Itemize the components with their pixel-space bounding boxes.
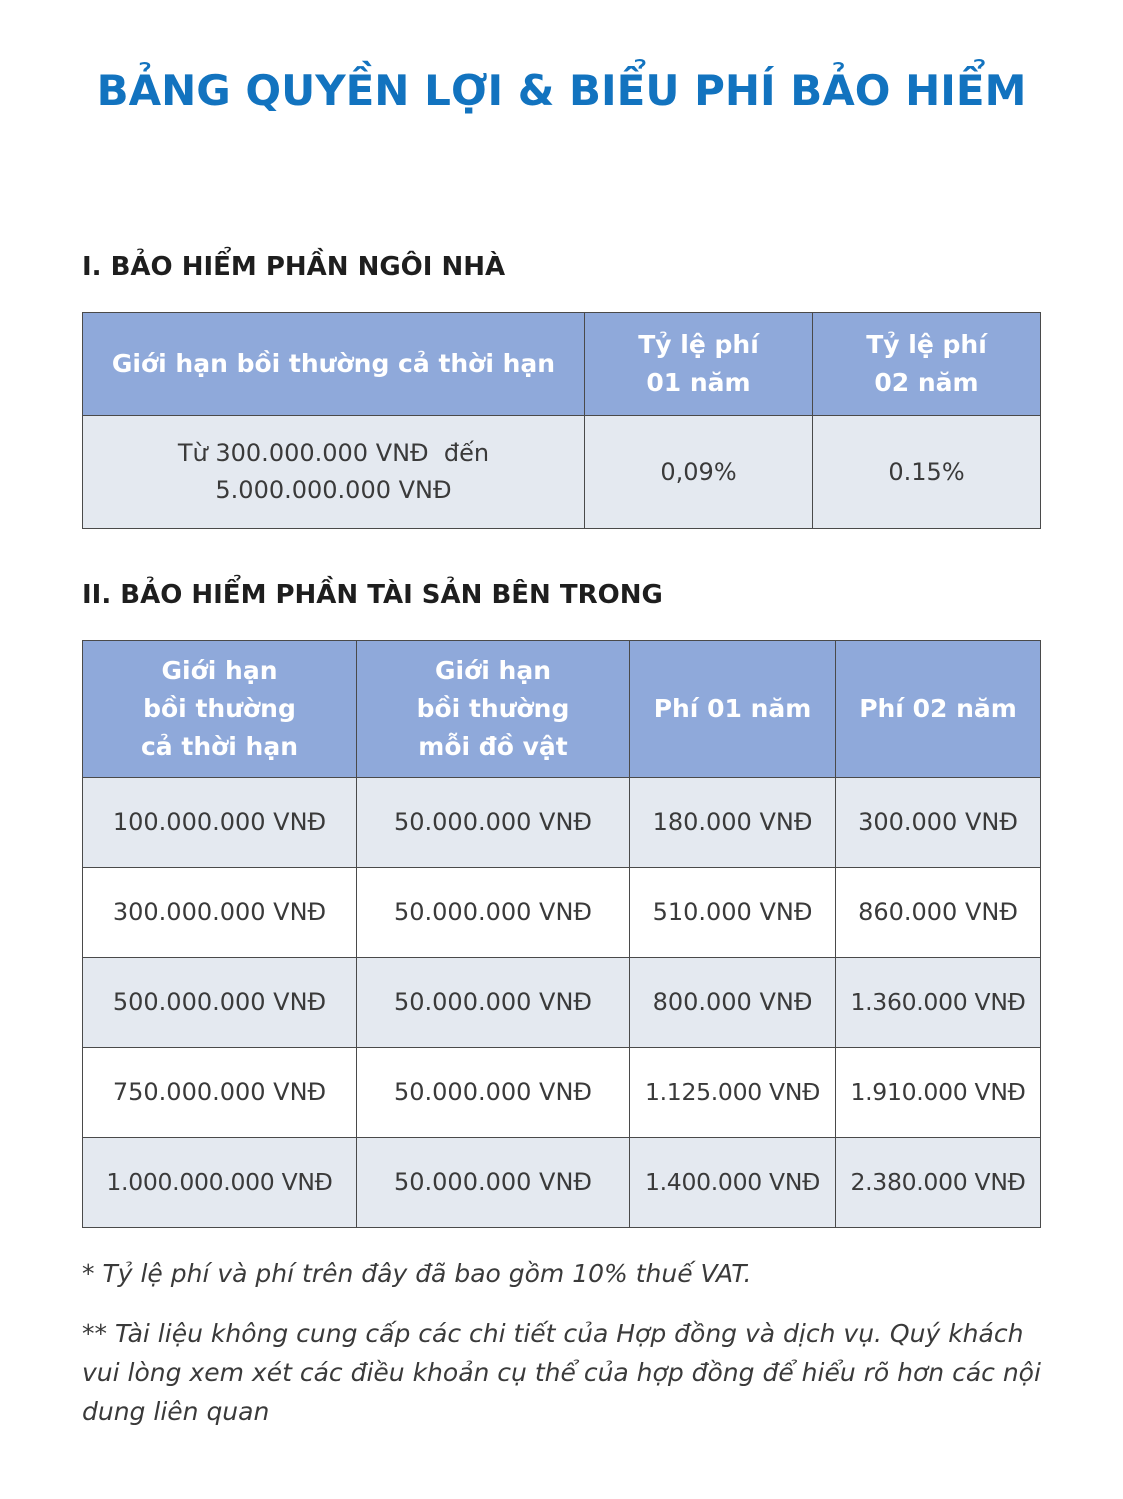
table-row [83,1138,1041,1228]
disclaimer-note: ** Tài liệu không cung cấp các chi tiết của Hợp đồng và dịch vụ. Quý khách vui lòng xem xét các điều khoản cụ thể của hợp đồng để hiểu rõ hơn các nội dung liên quan [82,1319,1041,1426]
cell-fee-2-year: 860.000 VNĐ [836,868,1041,958]
cell-fee-2-year: 1.910.000 VNĐ [836,1048,1041,1138]
section-2-title: II. BẢO HIỂM PHẦN TÀI SẢN BÊN TRONG [82,580,663,610]
table-header-row [83,313,1041,416]
cell-total-limit: 750.000.000 VNĐ [83,1048,357,1138]
cell-total-limit: 300.000.000 VNĐ [83,868,357,958]
cell-per-item-limit: 50.000.000 VNĐ [357,1138,630,1228]
cell-per-item-limit: 50.000.000 VNĐ [357,958,630,1048]
cell-fee-1-year: 180.000 VNĐ [630,778,836,868]
cell-per-item-limit: 50.000.000 VNĐ [357,778,630,868]
cell-fee-1-year: 1.400.000 VNĐ [630,1138,836,1228]
cell-total-limit: 1.000.000.000 VNĐ [83,1138,357,1228]
header-compensation-limit: Giới hạn bồi thường cả thời hạn [83,313,585,416]
section-1-title: I. BẢO HIỂM PHẦN NGÔI NHÀ [82,252,506,282]
cell-fee-2-year: 1.360.000 VNĐ [836,958,1041,1048]
cell-rate-2-year: 0.15% [813,416,1041,529]
contents-insurance-table [82,640,1041,1228]
cell-per-item-limit: 50.000.000 VNĐ [357,868,630,958]
header-fee-2-year: Phí 02 năm [836,641,1041,778]
table-row [83,958,1041,1048]
table-header-row [83,641,1041,778]
table-row [83,868,1041,958]
table-row [83,416,1041,529]
cell-fee-1-year: 800.000 VNĐ [630,958,836,1048]
table-row [83,1048,1041,1138]
header-rate-2-year: Tỷ lệ phí 02 năm [813,313,1041,416]
header-rate-1-year: Tỷ lệ phí 01 năm [585,313,813,416]
table-row [83,778,1041,868]
cell-rate-1-year: 0,09% [585,416,813,529]
cell-total-limit: 500.000.000 VNĐ [83,958,357,1048]
cell-fee-2-year: 300.000 VNĐ [836,778,1041,868]
cell-fee-2-year: 2.380.000 VNĐ [836,1138,1041,1228]
header-per-item-limit: Giới hạn bồi thường mỗi đồ vật [357,641,630,778]
cell-fee-1-year: 510.000 VNĐ [630,868,836,958]
header-fee-1-year: Phí 01 năm [630,641,836,778]
vat-note: * Tỷ lệ phí và phí trên đây đã bao gồm 10% thuế VAT. [82,1259,752,1288]
cell-per-item-limit: 50.000.000 VNĐ [357,1048,630,1138]
cell-total-limit: 100.000.000 VNĐ [83,778,357,868]
cell-fee-1-year: 1.125.000 VNĐ [630,1048,836,1138]
page-title: BẢNG QUYỀN LỢI & BIỂU PHÍ BẢO HIỂM [96,66,1027,115]
cell-compensation-limit: Từ 300.000.000 VNĐ đến 5.000.000.000 VNĐ [83,416,585,529]
home-insurance-table [82,312,1041,529]
header-total-limit: Giới hạn bồi thường cả thời hạn [83,641,357,778]
